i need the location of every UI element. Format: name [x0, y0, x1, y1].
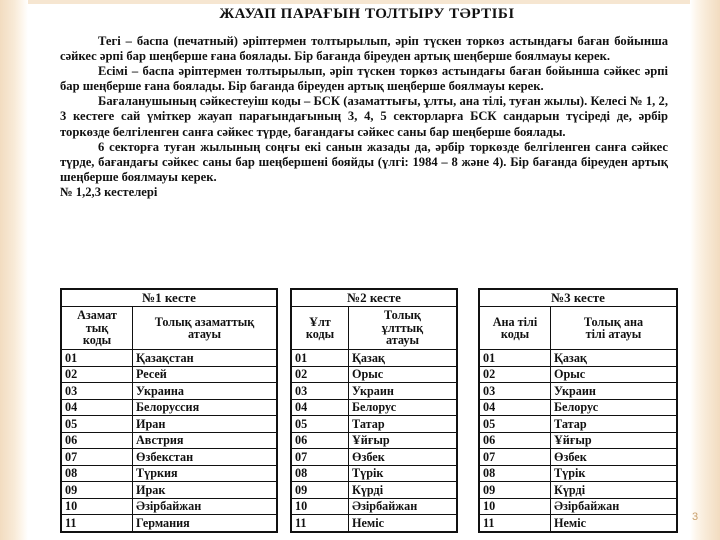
name-cell: Белорус: [349, 399, 458, 416]
code-cell: 08: [479, 465, 551, 482]
table-row: [479, 449, 677, 466]
table-row: [61, 482, 277, 499]
code-cell: 02: [61, 366, 133, 383]
code-cell: 06: [479, 432, 551, 449]
column-header-code: Ұлт коды: [291, 307, 349, 350]
slide-frame-right: [690, 0, 720, 540]
code-cell: 09: [479, 482, 551, 499]
name-cell: Белорус: [551, 399, 678, 416]
name-cell: Ресей: [133, 366, 278, 383]
column-header-name: Толық азаматтық атауы: [133, 307, 278, 350]
name-cell: Украин: [551, 383, 678, 400]
code-cell: 07: [61, 449, 133, 466]
paragraph-surname: Тегі – баспа (печатный) әріптермен толтырылып, әріп түскен торкөз астындағы баған бойынша сәйкес әрпі бар шеңберше ғана боялады. Бір бағанда біреуден артық шеңберше боялмауы керек.: [60, 34, 668, 64]
name-cell: Әзірбайжан: [349, 498, 458, 515]
name-cell: Қазақ: [349, 350, 458, 367]
table-row: [61, 350, 277, 367]
name-cell: Белоруссия: [133, 399, 278, 416]
name-cell: Иран: [133, 416, 278, 433]
table-row: [479, 383, 677, 400]
table-row: [291, 350, 457, 367]
code-cell: 03: [61, 383, 133, 400]
table-row: [291, 432, 457, 449]
table-row: [479, 399, 677, 416]
table-row: [479, 432, 677, 449]
table-row: [291, 416, 457, 433]
table-row: [61, 432, 277, 449]
name-cell: Ұйғыр: [349, 432, 458, 449]
column-header-name: Толық ұлттық атауы: [349, 307, 458, 350]
name-cell: Австрия: [133, 432, 278, 449]
name-cell: Күрді: [551, 482, 678, 499]
code-cell: 11: [479, 515, 551, 532]
instructions-text: [60, 34, 668, 200]
code-cell: 01: [479, 350, 551, 367]
tables-heading: № 1,2,3 кестелері: [60, 184, 158, 199]
code-cell: 10: [291, 498, 349, 515]
table-row: [479, 350, 677, 367]
code-cell: 08: [291, 465, 349, 482]
code-cell: 09: [291, 482, 349, 499]
table-row: [291, 383, 457, 400]
name-cell: Түрік: [551, 465, 678, 482]
paragraph-name: Есімі – баспа әріптермен толтырылып, әріп түскен торкөз астындағы баған бойынша сәйкес әрпі бар шеңберше ғана боялады. Бір бағанда біреуден артық шеңберше боялмауы керек.: [60, 64, 668, 94]
table-row: [61, 498, 277, 515]
code-cell: 04: [479, 399, 551, 416]
code-cell: 06: [291, 432, 349, 449]
table-row: [291, 449, 457, 466]
table-row: [291, 515, 457, 532]
slide-frame-left: [0, 0, 28, 540]
name-cell: Украин: [349, 383, 458, 400]
name-cell: Татар: [349, 416, 458, 433]
name-cell: Түркия: [133, 465, 278, 482]
code-cell: 03: [291, 383, 349, 400]
name-cell: Өзбек: [349, 449, 458, 466]
page-title: ЖАУАП ПАРАҒЫН ТОЛТЫРУ ТӘРТІБІ: [219, 6, 515, 22]
name-cell: Қазақ: [551, 350, 678, 367]
column-header-code: Азамат тық коды: [61, 307, 133, 350]
code-cell: 02: [291, 366, 349, 383]
code-cell: 10: [61, 498, 133, 515]
page-number: 3: [692, 511, 699, 523]
code-cell: 01: [61, 350, 133, 367]
code-cell: 10: [479, 498, 551, 515]
table-row: [291, 498, 457, 515]
name-cell: Өзбекстан: [133, 449, 278, 466]
code-cell: 01: [291, 350, 349, 367]
table-row: [479, 465, 677, 482]
table-nationality: [290, 288, 458, 533]
table-row: [479, 416, 677, 433]
scanned-page: [52, 4, 682, 540]
name-cell: Неміс: [551, 515, 678, 532]
table-row: [291, 482, 457, 499]
code-cell: 11: [291, 515, 349, 532]
table-caption: №3 кесте: [479, 289, 677, 307]
table-body: [61, 350, 277, 532]
code-cell: 02: [479, 366, 551, 383]
table-row: [479, 498, 677, 515]
code-cell: 05: [291, 416, 349, 433]
code-cell: 07: [291, 449, 349, 466]
code-cell: 06: [61, 432, 133, 449]
table-row: [61, 465, 277, 482]
name-cell: Татар: [551, 416, 678, 433]
table-row: [291, 366, 457, 383]
code-tables: [52, 288, 682, 538]
table-row: [479, 482, 677, 499]
paragraph-birth-year: 6 секторға туған жылының соңғы екі санын жазады да, әрбір торкөзде белгіленген санға сәйкес түрде, бағандағы сәйкес саны бар шеңбершені бояйды (үлгі: 1984 – 8 және 4). Бір бағанда біреуден артық шеңберше боялмауы керек.: [60, 139, 668, 184]
name-cell: Германия: [133, 515, 278, 532]
table-row: [61, 366, 277, 383]
table-native-language: [478, 288, 678, 533]
code-cell: 08: [61, 465, 133, 482]
code-cell: 05: [479, 416, 551, 433]
name-cell: Түрік: [349, 465, 458, 482]
table-row: [61, 383, 277, 400]
name-cell: Неміс: [349, 515, 458, 532]
name-cell: Ирак: [133, 482, 278, 499]
code-cell: 09: [61, 482, 133, 499]
name-cell: Ұйғыр: [551, 432, 678, 449]
name-cell: Украина: [133, 383, 278, 400]
name-cell: Қазақстан: [133, 350, 278, 367]
name-cell: Өзбек: [551, 449, 678, 466]
code-cell: 03: [479, 383, 551, 400]
table-row: [61, 515, 277, 532]
table-row: [291, 465, 457, 482]
table-body: [291, 350, 457, 532]
table-caption: №1 кесте: [61, 289, 277, 307]
code-cell: 11: [61, 515, 133, 532]
table-caption: №2 кесте: [291, 289, 457, 307]
name-cell: Әзірбайжан: [133, 498, 278, 515]
column-header-name: Толық ана тілі атауы: [551, 307, 678, 350]
code-cell: 04: [291, 399, 349, 416]
table-row: [291, 399, 457, 416]
code-cell: 07: [479, 449, 551, 466]
name-cell: Орыс: [551, 366, 678, 383]
name-cell: Күрді: [349, 482, 458, 499]
table-row: [479, 366, 677, 383]
table-row: [479, 515, 677, 532]
table-row: [61, 449, 277, 466]
table-body: [479, 350, 677, 532]
name-cell: Орыс: [349, 366, 458, 383]
paragraph-code: Бағаланушының сәйкестеуіш коды – БСК (азаматтығы, ұлты, ана тілі, туған жылы). Келесі № 1, 2, 3 кестеге сай үміткер жауап парағындағының 3, 4, 5 секторларға БСК сандарын түсіреді де, әрбір торкөзде белгіленген санға сәйкес түрде, бағандағы сәйкес саны бар шеңберше боялады.: [60, 94, 668, 139]
column-header-code: Ана тілі коды: [479, 307, 551, 350]
table-row: [61, 399, 277, 416]
table-citizenship: [60, 288, 278, 533]
table-row: [61, 416, 277, 433]
code-cell: 04: [61, 399, 133, 416]
name-cell: Әзірбайжан: [551, 498, 678, 515]
code-cell: 05: [61, 416, 133, 433]
